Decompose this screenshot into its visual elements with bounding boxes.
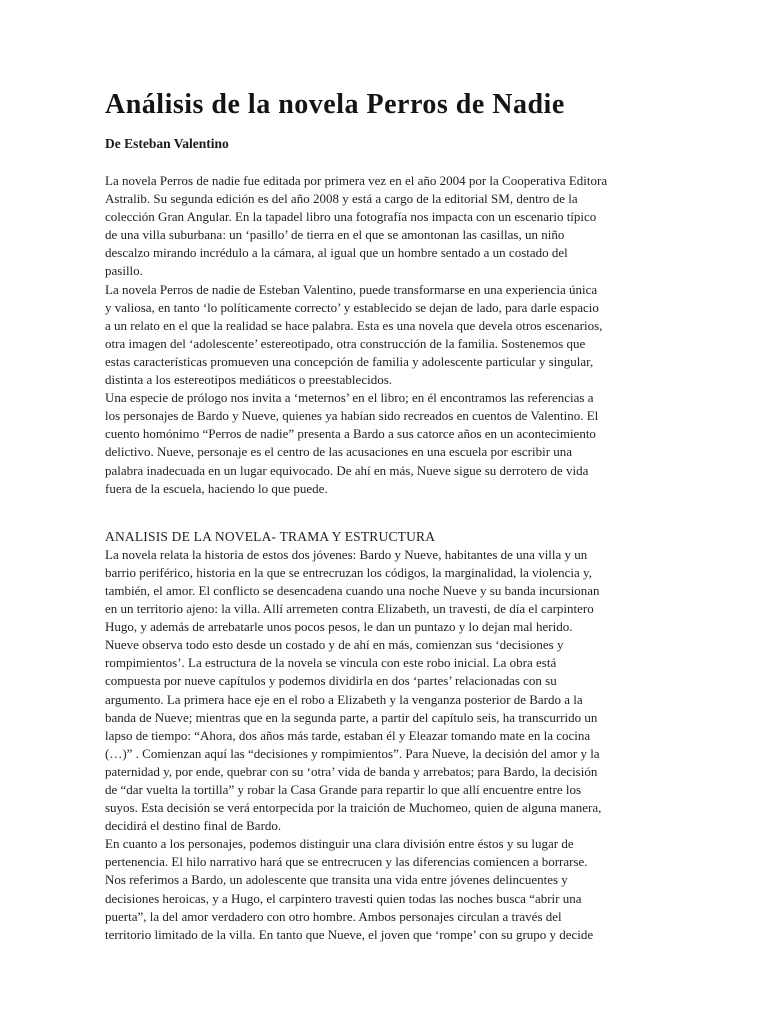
analysis-paragraphs: [105, 546, 705, 944]
text-line: La novela relata la historia de estos dos jóvenes: Bardo y Nueve, habitantes de una villa y un: [105, 546, 588, 562]
text-line: de una villa suburbana: un ‘pasillo’ de tierra en el que se amontonan las casillas, un niño: [105, 227, 565, 243]
text-line: los personajes de Bardo y Nueve, quienes ya habían sido recreados en cuentos de Valentino. El: [105, 408, 599, 424]
text-line: paternidad y, por ende, quebrar con su ‘otra’ vida de banda y arrebatos; para Bardo, la decisión: [105, 763, 598, 779]
text-line: En cuanto a los personajes, podemos distinguir una clara división entre éstos y su lugar de: [105, 836, 574, 852]
paragraph: [105, 835, 705, 944]
text-line: Astralib. Su segunda edición es del año 2008 y está a cargo de la editorial SM, dentro de la: [105, 191, 578, 207]
text-line: descalzo mirando incrédulo a la cámara, al igual que un hombre sentado a un costado del: [105, 245, 568, 261]
text-line: territorio limitado de la villa. En tanto que Nueve, el joven que ‘rompe’ con su grupo y decide: [105, 926, 594, 942]
text-line: a un relato en el que la realidad se hace palabra. Esta es una novela que devela otros escenarios,: [105, 317, 603, 333]
text-line: otra imagen del ‘adolescente’ estereotipado, otra construcción de la familia. Sostenemos que: [105, 335, 586, 351]
text-line: colección Gran Angular. En la tapadel libro una fotografía nos impacta con un escenario típico: [105, 209, 597, 225]
text-line: rompimientos’. La estructura de la novela se vincula con este robo inicial. La obra está: [105, 655, 557, 671]
text-line: distinta a los estereotipos mediáticos o preestablecidos.: [105, 372, 393, 388]
text-line: pertenencia. El hilo narrativo hará que se entrecrucen y las diferencias comiencen a borrarse.: [105, 854, 588, 870]
text-line: decidirá el destino final de Bardo.: [105, 818, 282, 834]
text-line: banda de Nueve; mientras que en la segunda parte, a partir del capítulo seis, ha transcurrido un: [105, 709, 598, 725]
text-line: argumento. La primera hace eje en el robo a Elizabeth y la venganza posterior de Bardo a la: [105, 691, 583, 707]
text-line: delictivo. Nueve, personaje es el centro de las acusaciones en una escuela por escribir una: [105, 444, 573, 460]
text-line: La novela Perros de nadie fue editada por primera vez en el año 2004 por la Cooperativa Editora: [105, 173, 608, 188]
text-line: lapso de tiempo: “Ahora, dos años más tarde, estaban él y Eleazar tomando mate en la cocina: [105, 727, 591, 743]
text-line: barrio periférico, historia en la que se entrecruzan los códigos, la marginalidad, la violencia y,: [105, 564, 592, 580]
text-line: estas características promueven una concepción de familia y adolescente particular y singular,: [105, 353, 594, 369]
intro-paragraphs: [105, 172, 705, 498]
text-line: palabra inadecuada en un lugar equivocado. De ahí en más, Nueve sigue su derrotero de vida: [105, 462, 589, 478]
document-byline: De Esteban Valentino: [105, 136, 229, 151]
text-line: fuera de la escuela, haciendo lo que puede.: [105, 480, 328, 496]
paragraph: [105, 546, 705, 836]
text-line: pasillo.: [105, 263, 143, 279]
text-line: suyos. Esta decisión se verá entorpecida por la traición de Muchomeo, quien de alguna manera,: [105, 800, 602, 816]
text-line: Hugo, y además de arrebatarle unos pocos pesos, le dan un puntazo y lo dejan mal herido.: [105, 619, 573, 635]
text-line: (…)” . Comienzan aquí las “decisiones y rompimientos”. Para Nueve, la decisión del amor y la: [105, 745, 600, 761]
text-line: puerta”, la del amor verdadero con otro hombre. Ambos personajes circulan a través del: [105, 908, 562, 924]
text-line: en un territorio ajeno: la villa. Allí arremeten contra Elizabeth, un travesti, de día el carpintero: [105, 601, 594, 617]
document-content: [105, 88, 705, 944]
text-line: Nueve observa todo esto desde un costado y de ahí en más, comienzan sus ‘decisiones y: [105, 637, 564, 653]
text-line: compuesta por nueve capítulos y podemos dividirla en dos ‘partes’ relacionadas con su: [105, 673, 557, 689]
document-title: Análisis de la novela Perros de Nadie: [105, 89, 565, 120]
text-line: de “dar vuelta la tortilla” y robar la Casa Grande para repartir lo que allí encuentre entre los: [105, 782, 582, 797]
paragraph: [105, 172, 705, 281]
text-line: y valiosa, en tanto ‘lo políticamente correcto’ y establecido se dejan de lado, para darle espacio: [105, 299, 599, 315]
paragraph: [105, 389, 705, 498]
text-line: cuento homónimo “Perros de nadie” presenta a Bardo a sus catorce años en un acontecimiento: [105, 426, 596, 442]
text-line: Una especie de prólogo nos invita a ‘meternos’ en el libro; en él encontramos las referencias a: [105, 390, 594, 406]
paragraph: [105, 281, 705, 390]
text-line: decisiones heroicas, y a Hugo, el carpintero travesti quien todas las noches busca “abrir una: [105, 890, 582, 906]
text-line: también, el amor. El conflicto se desencadena cuando una noche Nueve y su banda incursionan: [105, 582, 600, 598]
section-heading: ANALISIS DE LA NOVELA- TRAMA Y ESTRUCTURA: [105, 528, 436, 544]
text-line: Nos referimos a Bardo, un adolescente que transita una vida entre jóvenes delincuentes y: [105, 872, 568, 888]
text-line: La novela Perros de nadie de Esteban Valentino, puede transformarse en una experiencia única: [105, 281, 598, 297]
